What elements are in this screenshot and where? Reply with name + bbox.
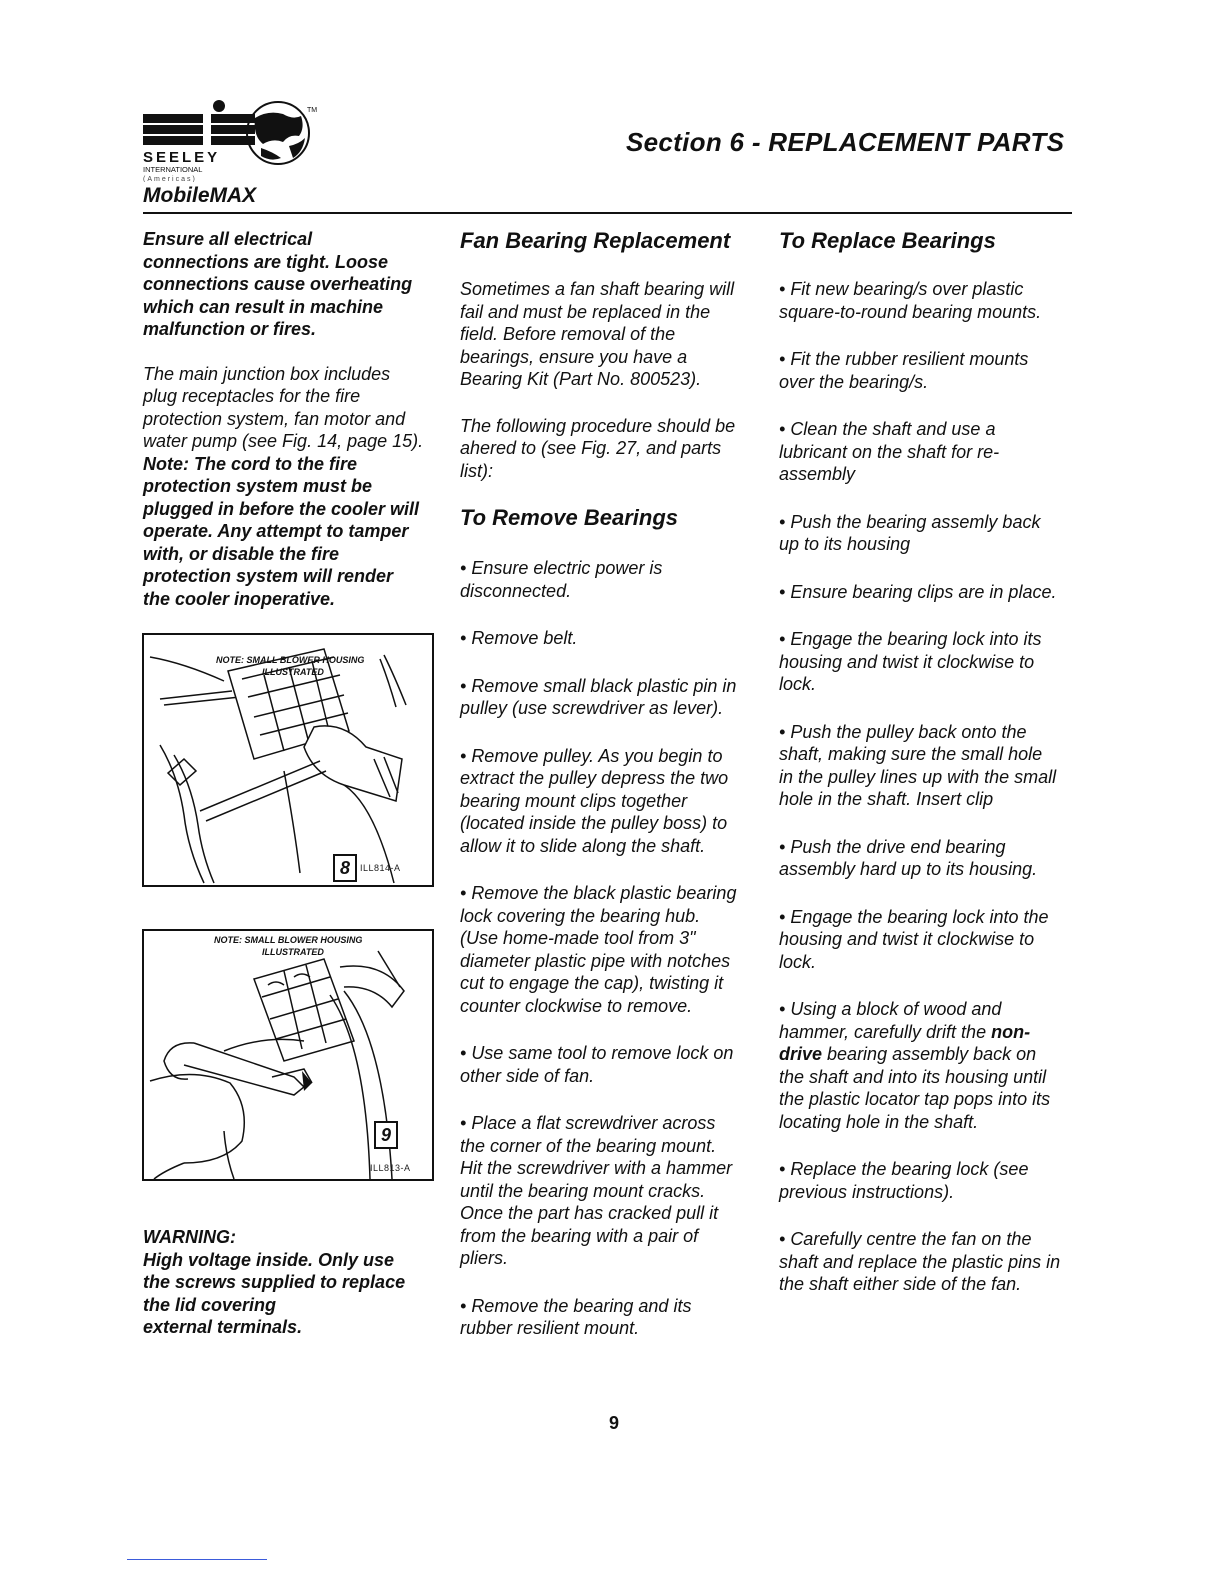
text-line: housing and twist it clockwise to bbox=[779, 651, 1035, 672]
text-line: the lid covering bbox=[143, 1294, 277, 1315]
text-line: field. Before removal of the bbox=[460, 324, 676, 344]
text-line: Bearing Kit (Part No. 800523). bbox=[460, 369, 702, 389]
intro-paragraph bbox=[460, 278, 760, 391]
text-line: the cooler inoperative. bbox=[143, 588, 336, 609]
text-line: • Remove the bearing and its bbox=[460, 1296, 691, 1316]
remove-steps-list bbox=[460, 557, 760, 1340]
text-line: lock covering the bearing hub. bbox=[460, 905, 701, 926]
text-line: protection system must be bbox=[143, 476, 373, 496]
text-line: plug receptacles for the fire bbox=[143, 386, 361, 406]
text-line: housing and twist it clockwise to bbox=[779, 929, 1035, 949]
list-item bbox=[460, 1112, 760, 1270]
column-left bbox=[143, 228, 435, 610]
list-item bbox=[779, 836, 1079, 881]
text-line: • Clean the shaft and use a bbox=[779, 419, 995, 439]
text-line: operate. Any attempt to tamper bbox=[143, 521, 409, 541]
text-line: protection system will render bbox=[143, 566, 394, 586]
text-line: (Use home-made tool from 3" bbox=[460, 928, 696, 948]
text-line: water pump (see Fig. 14, page 15). bbox=[143, 431, 424, 451]
junction-box-paragraph bbox=[143, 363, 435, 453]
fig8-note-line1: NOTE: SMALL BLOWER HOUSING bbox=[216, 655, 365, 665]
footer-rule bbox=[127, 1559, 267, 1560]
header-rule bbox=[143, 212, 1072, 214]
text-line: • Fit new bearing/s over plastic bbox=[779, 279, 1023, 299]
text-line: connections cause overheating bbox=[143, 274, 413, 294]
caution-paragraph bbox=[143, 228, 435, 341]
text-line: other side of fan. bbox=[460, 1065, 595, 1086]
text-line: The main junction box includes bbox=[143, 363, 391, 384]
logo-mark bbox=[143, 100, 255, 145]
text-line: • Engage the bearing lock into its bbox=[779, 629, 1041, 649]
logo-subtitle: INTERNATIONAL bbox=[143, 165, 203, 174]
text-line: Ensure all electrical bbox=[143, 229, 313, 249]
warning-block bbox=[143, 1226, 435, 1339]
text-line: • Place a flat screwdriver across bbox=[460, 1113, 715, 1133]
section-title: Section 6 - REPLACEMENT PARTS bbox=[626, 127, 1065, 157]
list-item bbox=[779, 348, 1079, 393]
trademark-mark: TM bbox=[307, 107, 318, 114]
text-line: list): bbox=[460, 460, 493, 481]
fig8-illustration bbox=[144, 635, 432, 885]
text-line: connections are tight. Loose bbox=[143, 251, 389, 272]
logo-wordmark: SEELEY bbox=[143, 149, 221, 166]
list-item bbox=[779, 581, 1079, 604]
text-line: • Carefully centre the fan on the bbox=[779, 1229, 1031, 1249]
text-line: from the bearing with a pair of bbox=[460, 1225, 699, 1246]
brand-name: MobileMAX bbox=[143, 184, 257, 207]
text-line: The following procedure should be bbox=[460, 415, 736, 436]
text-line: • Use same tool to remove lock on bbox=[460, 1043, 733, 1063]
text-line: in the pulley lines up with the small bbox=[779, 766, 1057, 787]
fire-protection-note bbox=[143, 453, 435, 611]
text-line: bearings, ensure you have a bbox=[460, 346, 688, 367]
list-item bbox=[779, 721, 1079, 811]
text-line: • Using a block of wood and bbox=[779, 999, 1001, 1019]
replace-steps-list-end bbox=[779, 1158, 1079, 1296]
text-line: diameter plastic pipe with notches bbox=[460, 950, 731, 971]
list-item bbox=[779, 511, 1079, 556]
procedure-paragraph bbox=[460, 415, 760, 483]
text-line: lock. bbox=[779, 951, 817, 972]
text-line: Hit the screwdriver with a hammer bbox=[460, 1158, 733, 1178]
text-line: lubricant on the shaft for re- bbox=[779, 441, 1000, 462]
page-number: 9 bbox=[609, 1413, 620, 1433]
list-item bbox=[779, 1158, 1079, 1203]
text-line: protection system, fan motor and bbox=[143, 408, 406, 429]
text-line: square-to-round bearing mounts. bbox=[779, 301, 1042, 322]
warning-title: WARNING: bbox=[143, 1227, 236, 1247]
text-line: the screws supplied to replace bbox=[143, 1272, 406, 1292]
column-middle bbox=[460, 228, 760, 1365]
text-line: bearing assembly back on bbox=[822, 1044, 1037, 1064]
text-line: • Ensure bearing clips are in place. bbox=[779, 582, 1056, 602]
text-line: which can result in machine bbox=[143, 296, 384, 317]
emphasis-text: drive bbox=[779, 1044, 823, 1064]
text-line: with, or disable the fire bbox=[143, 543, 340, 564]
list-item bbox=[779, 418, 1079, 486]
remove-bearings-heading: To Remove Bearings bbox=[460, 505, 679, 530]
list-item bbox=[460, 675, 760, 720]
text-line: • Remove the black plastic bearing bbox=[460, 883, 736, 903]
text-line: locating hole in the shaft. bbox=[779, 1111, 979, 1132]
text-line: bearing mount clips together bbox=[460, 790, 688, 811]
text-line: ahered to (see Fig. 27, and parts bbox=[460, 438, 722, 458]
text-line: (located inside the pulley boss) to bbox=[460, 813, 728, 833]
text-line: Note: The cord to the fire bbox=[143, 453, 358, 474]
text-line: pulley (use screwdriver as lever). bbox=[460, 698, 724, 718]
text-line: the shaft and into its housing until bbox=[779, 1066, 1047, 1087]
list-item bbox=[460, 627, 760, 650]
text-line: the corner of the bearing mount. bbox=[460, 1135, 717, 1156]
fan-bearing-heading: Fan Bearing Replacement bbox=[460, 228, 731, 253]
text-line: • Ensure electric power is bbox=[460, 558, 662, 578]
text-line: extract the pulley depress the two bbox=[460, 768, 729, 788]
list-item bbox=[779, 1228, 1079, 1296]
figure-number-8: 8 bbox=[333, 854, 357, 882]
text-line: plugged in before the cooler will bbox=[143, 498, 420, 519]
text-line: the plastic locator tap pops into its bbox=[779, 1089, 1051, 1109]
list-item bbox=[460, 557, 760, 602]
figure-number-9: 9 bbox=[374, 1121, 398, 1149]
replace-bearings-heading: To Replace Bearings bbox=[779, 228, 996, 253]
text-line: cut to engage the cap), twisting it bbox=[460, 973, 724, 993]
text-line: pliers. bbox=[460, 1248, 509, 1268]
text-line: • Remove pulley. As you begin to bbox=[460, 746, 722, 766]
fig9-note-line1: NOTE: SMALL BLOWER HOUSING bbox=[214, 935, 363, 945]
list-item bbox=[460, 1295, 760, 1340]
figure-code-8: ILL814-A bbox=[360, 863, 401, 873]
logo-subtitle-2: (Americas) bbox=[143, 176, 197, 182]
text-line: lock. bbox=[779, 674, 817, 694]
column-right bbox=[779, 228, 1079, 1321]
text-line: counter clockwise to remove. bbox=[460, 995, 693, 1016]
text-line: • Push the pulley back onto the bbox=[779, 722, 1026, 742]
text-line: • Fit the rubber resilient mounts bbox=[779, 349, 1028, 369]
text-line: shaft, making sure the small hole bbox=[779, 744, 1043, 764]
text-line: hole in the shaft. Insert clip bbox=[779, 789, 994, 809]
text-line: the shaft either side of the fan. bbox=[779, 1274, 1022, 1294]
text-line: • Push the bearing assemly back bbox=[779, 512, 1040, 532]
text-line: over the bearing/s. bbox=[779, 371, 929, 392]
list-item bbox=[779, 998, 1079, 1133]
text-line: disconnected. bbox=[460, 580, 572, 601]
text-line: High voltage inside. Only use bbox=[143, 1249, 395, 1270]
text-line: hammer, carefully drift the bbox=[779, 1021, 992, 1042]
figure-8-remove-pulley bbox=[142, 633, 434, 887]
list-item bbox=[779, 906, 1079, 974]
replace-steps-list bbox=[779, 278, 1079, 973]
list-item bbox=[460, 1042, 760, 1087]
text-line: • Remove belt. bbox=[460, 628, 577, 648]
text-line: until the bearing mount cracks. bbox=[460, 1180, 706, 1201]
logo-globe-icon bbox=[247, 102, 309, 164]
text-line: Once the part has cracked pull it bbox=[460, 1203, 719, 1223]
text-line: malfunction or fires. bbox=[143, 319, 317, 339]
list-item bbox=[779, 628, 1079, 696]
text-line: • Remove small black plastic pin in bbox=[460, 676, 736, 696]
text-line: up to its housing bbox=[779, 534, 911, 554]
text-line: shaft and replace the plastic pins in bbox=[779, 1251, 1061, 1272]
text-line: assembly hard up to its housing. bbox=[779, 859, 1038, 879]
text-line: • Replace the bearing lock (see bbox=[779, 1159, 1028, 1179]
company-logo bbox=[143, 100, 323, 182]
text-line: external terminals. bbox=[143, 1317, 303, 1337]
text-line: • Engage the bearing lock into the bbox=[779, 907, 1049, 927]
fig8-note-line2: ILLUSTRATED bbox=[262, 667, 324, 677]
figure-9-remove-bearing-mount bbox=[142, 929, 434, 1181]
text-line: previous instructions). bbox=[779, 1181, 955, 1202]
fig9-note-line2: ILLUSTRATED bbox=[262, 947, 324, 957]
text-line: rubber resilient mount. bbox=[460, 1318, 640, 1338]
list-item bbox=[779, 278, 1079, 323]
text-line: assembly bbox=[779, 464, 856, 484]
figure-code-9: ILL813-A bbox=[370, 1163, 411, 1173]
text-line: fail and must be replaced in the bbox=[460, 301, 711, 322]
list-item bbox=[460, 745, 760, 858]
text-line: allow it to slide along the shaft. bbox=[460, 835, 706, 856]
text-line: Sometimes a fan shaft bearing will bbox=[460, 279, 735, 299]
list-item bbox=[460, 882, 760, 1017]
text-line: • Push the drive end bearing bbox=[779, 837, 1005, 857]
emphasis-text: non- bbox=[991, 1021, 1031, 1042]
